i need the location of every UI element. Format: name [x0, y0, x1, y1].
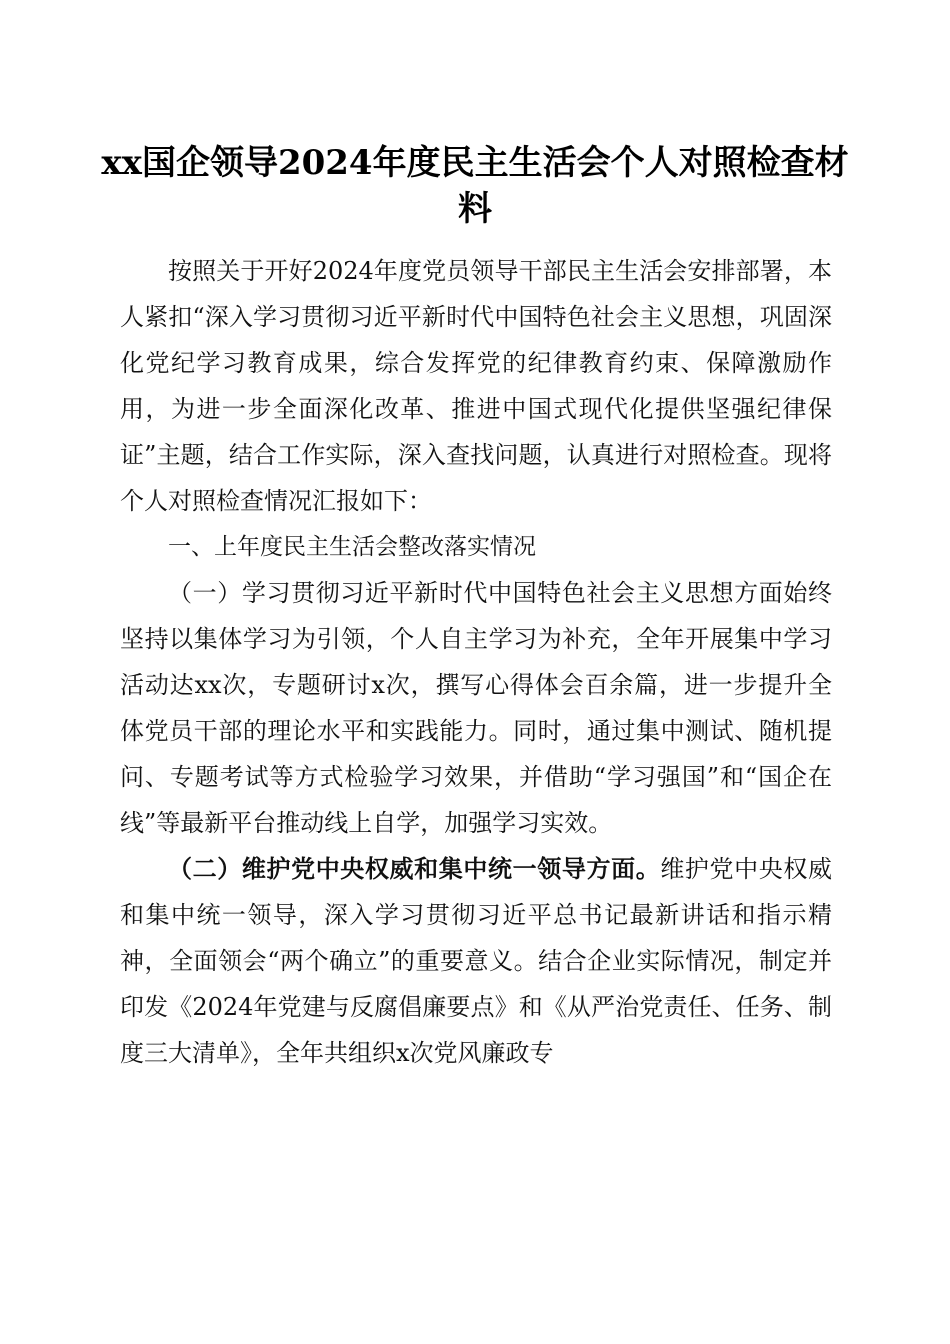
subsection-1-paragraph	[120, 570, 832, 846]
document-title: xx国企领导2024年度民主生活会个人对照检查材料	[101, 143, 849, 229]
subsection-1-text: 始终坚持以集体学习为引领，个人自主学习为补充，全年开展集中学习活动达xx次，专题研讨x次，撰写心得体会百余篇，进一步提升全体党员干部的理论水平和实践能力。同时，通过集中测试、随机提问、专题考试等方式检验学习效果，并借助“学习强国”和“国企在线”等最新平台推动线上自学，加强学习实效。	[120, 579, 833, 837]
subsection-2-heading: （二）维护党中央权威和集中统一领导方面。	[168, 854, 661, 883]
subsection-2-paragraph	[120, 846, 832, 1076]
subsection-1-heading: （一）学习贯彻习近平新时代中国特色社会主义思想方面	[168, 579, 784, 607]
subsection-2-text: 维护党中央权威和集中统一领导，深入学习贯彻习近平总书记最新讲话和指示精神，全面领会“两个确立”的重要意义。结合企业实际情况，制定并印发《2024年党建与反腐倡廉要点》和《从严治党责任、任务、制度三大清单》，全年共组织x次党风廉政专	[120, 855, 833, 1067]
document-body	[120, 248, 832, 1076]
intro-paragraph: 按照关于开好2024年度党员领导干部民主生活会安排部署，本人紧扣“深入学习贯彻习近平新时代中国特色社会主义思想，巩固深化党纪学习教育成果，综合发挥党的纪律教育约束、保障激励作用，为进一步全面深化改革、推进中国式现代化提供坚强纪律保证”主题，结合工作实际，深入查找问题，认真进行对照检查。现将个人对照检查情况汇报如下：	[120, 257, 832, 515]
section-heading-1: 一、上年度民主生活会整改落实情况	[168, 534, 536, 560]
